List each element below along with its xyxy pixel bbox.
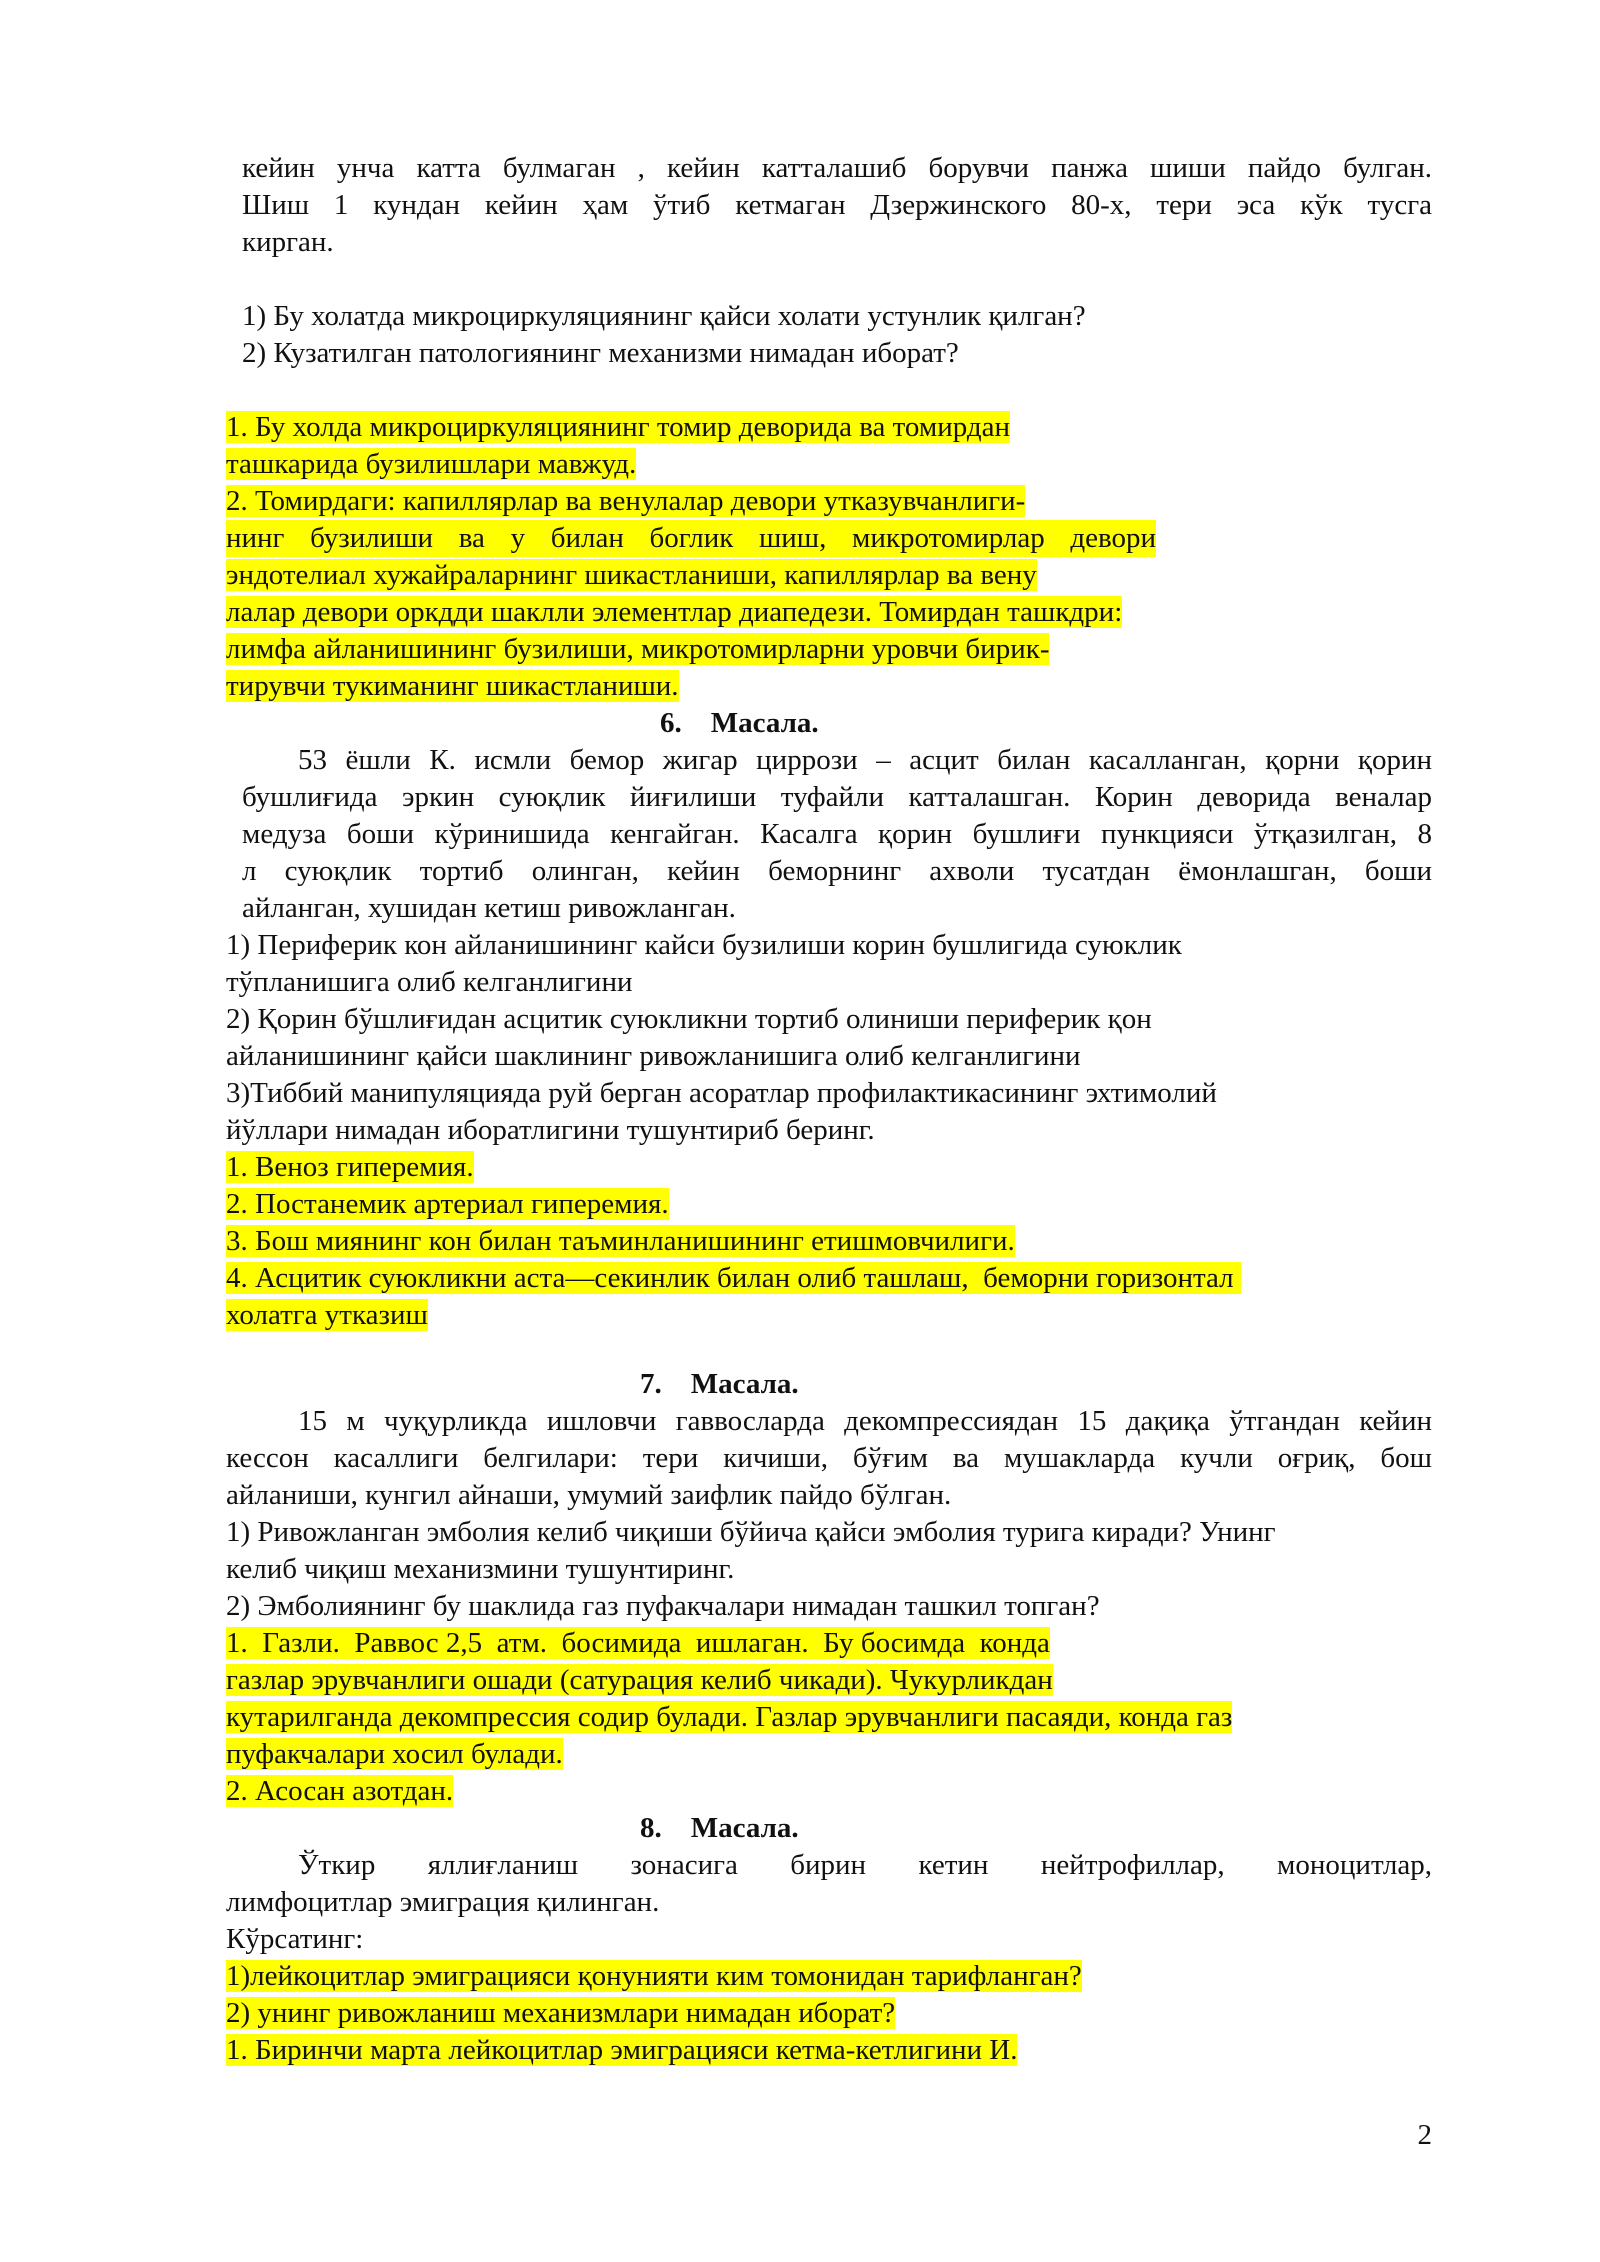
- answer-line: 1. Газли. Раввос 2,5 атм. босимида ишлаган. Бу босимда конда: [226, 1627, 1050, 1659]
- question: 1)лейкоцитлар эмиграцияси қонунияти ким томонидан тарифланган?: [226, 1960, 1082, 1992]
- task-number: 7.: [640, 1368, 662, 1400]
- task-number: 6.: [660, 707, 682, 739]
- task-prompt: Кўрсатинг:: [226, 1923, 364, 1955]
- answer-line: 1. Биринчи марта лейкоцитлар эмиграцияси кетма-кетлигини И.: [226, 2034, 1018, 2066]
- question: 1) Периферик кон айланишининг кайси бузилиши корин бушлигида суюклик: [226, 929, 1182, 961]
- answer-line: 2. Томирдаги: капиллярлар ва венулалар девори утказувчанлиги-: [226, 485, 1026, 517]
- answer-line: нинг бузилиши ва у билан боглик шиш, микротомирлар девори: [226, 520, 1156, 557]
- task-body-line: бушлиғида эркин суюқлик йиғилиши туфайли катталашган. Корин деворида веналар: [242, 781, 1432, 813]
- task-title: Масала.: [690, 1812, 799, 1844]
- task-body-line: айланган, хушидан кетиш ривожланган.: [242, 892, 736, 924]
- task-heading: [640, 1810, 799, 1847]
- answer-line: 2. Постанемик артериал гиперемия.: [226, 1188, 669, 1220]
- task-body-line: лимфоцитлар эмиграция қилинган.: [226, 1886, 660, 1918]
- task-body-line: айланиши, кунгил айнаши, умумий заифлик пайдо бўлган.: [226, 1479, 952, 1511]
- intro-line: Шиш 1 кундан кейин ҳам ўтиб кетмаган Дзержинского 80-х, тери эса кўк тусга: [242, 189, 1432, 221]
- answer-line: 2. Асосан азотдан.: [226, 1775, 454, 1807]
- answer-line: 1. Веноз гиперемия.: [226, 1151, 474, 1183]
- question: 1) Ривожланган эмболия келиб чиқиши бўйича қайси эмболия турига киради? Унинг: [226, 1516, 1276, 1548]
- answer-line: лалар девори оркдди шаклли элементлар диапедези. Томирдан ташкдри:: [226, 596, 1123, 628]
- answer-line: пуфакчалари хосил булади.: [226, 1738, 563, 1770]
- answer-line: газлар эрувчанлиги ошади (сатурация келиб чикади). Чукурликдан: [226, 1664, 1053, 1696]
- task-title: Масала.: [690, 1368, 799, 1400]
- task-body-line: кессон касаллиги белгилари: тери кичиши, бўғим ва мушакларда кучли оғриқ, бош: [226, 1442, 1432, 1474]
- answer-line: лимфа айланишининг бузилиши, микротомирларни уровчи бирик-: [226, 633, 1050, 665]
- task-body-line: л суюқлик тортиб олинган, кейин беморнинг ахволи тусатдан ёмонлашган, боши: [242, 855, 1432, 887]
- question: 2) Кузатилган патологиянинг механизми нимадан иборат?: [242, 337, 959, 369]
- question: 3)Тиббий манипуляцияда руй берган асоратлар профилактикасининг эхтимолий: [226, 1077, 1217, 1109]
- task-body-line: медуза боши кўринишида кенгайган. Касалга қорин бушлиғи пункцияси ўтқазилган, 8: [242, 818, 1432, 850]
- task-number: 8.: [640, 1812, 662, 1844]
- task-title: Масала.: [710, 707, 819, 739]
- question: йўллари нимадан иборатлигини тушунтириб беринг.: [226, 1114, 875, 1146]
- answer-line: эндотелиал хужайраларнинг шикастланиши, капиллярлар ва вену: [226, 559, 1037, 591]
- question: 1) Бу холатда микроциркуляциянинг қайси холати устунлик қилган?: [242, 300, 1086, 332]
- answer-line: холатга утказиш: [226, 1299, 428, 1331]
- question: 2) Эмболиянинг бу шаклида газ пуфакчалари нимадан ташкил топган?: [226, 1590, 1100, 1622]
- question: айланишининг қайси шаклининг ривожланишига олиб келганлигини: [226, 1040, 1081, 1072]
- question: 2) унинг ривожланиш механизмлари нимадан иборат?: [226, 1997, 896, 2029]
- answer-line: ташкарида бузилишлари мавжуд.: [226, 448, 637, 480]
- answer-line: 1. Бу холда микроциркуляциянинг томир деворида ва томирдан: [226, 411, 1011, 443]
- question: келиб чиқиш механизмини тушунтиринг.: [226, 1553, 735, 1585]
- answer-line: кутарилганда декомпрессия содир булади. Газлар эрувчанлиги пасаяди, конда газ: [226, 1701, 1233, 1733]
- task-body-line: 53 ёшли К. исмли бемор жигар циррози – асцит билан касалланган, қорни қорин: [298, 744, 1432, 776]
- page-number: 2: [1417, 2119, 1432, 2151]
- question: 2) Қорин бўшлиғидан асцитик суюкликни тортиб олиниши периферик қон: [226, 1003, 1152, 1035]
- task-body-line: 15 м чуқурликда ишловчи гаввосларда декомпрессиядан 15 дақиқа ўтгандан кейин: [298, 1405, 1432, 1437]
- task-heading: [660, 705, 819, 742]
- answer-line: 4. Асцитик суюкликни аста—секинлик билан олиб ташлаш, беморни горизонтал: [226, 1262, 1241, 1294]
- question: тўпланишига олиб келганлигини: [226, 966, 633, 998]
- answer-line: тирувчи тукиманинг шикастланиши.: [226, 670, 679, 702]
- task-heading: [640, 1366, 799, 1403]
- task-body-line: Ўткир яллиғланиш зонасига бирин кетин нейтрофиллар, моноцитлар,: [298, 1849, 1432, 1881]
- intro-line: кейин унча катта булмаган , кейин катталашиб борувчи панжа шиши пайдо булган.: [242, 152, 1432, 184]
- intro-line: кирган.: [242, 226, 334, 258]
- answer-line: 3. Бош миянинг кон билан таъминланишининг етишмовчилиги.: [226, 1225, 1015, 1257]
